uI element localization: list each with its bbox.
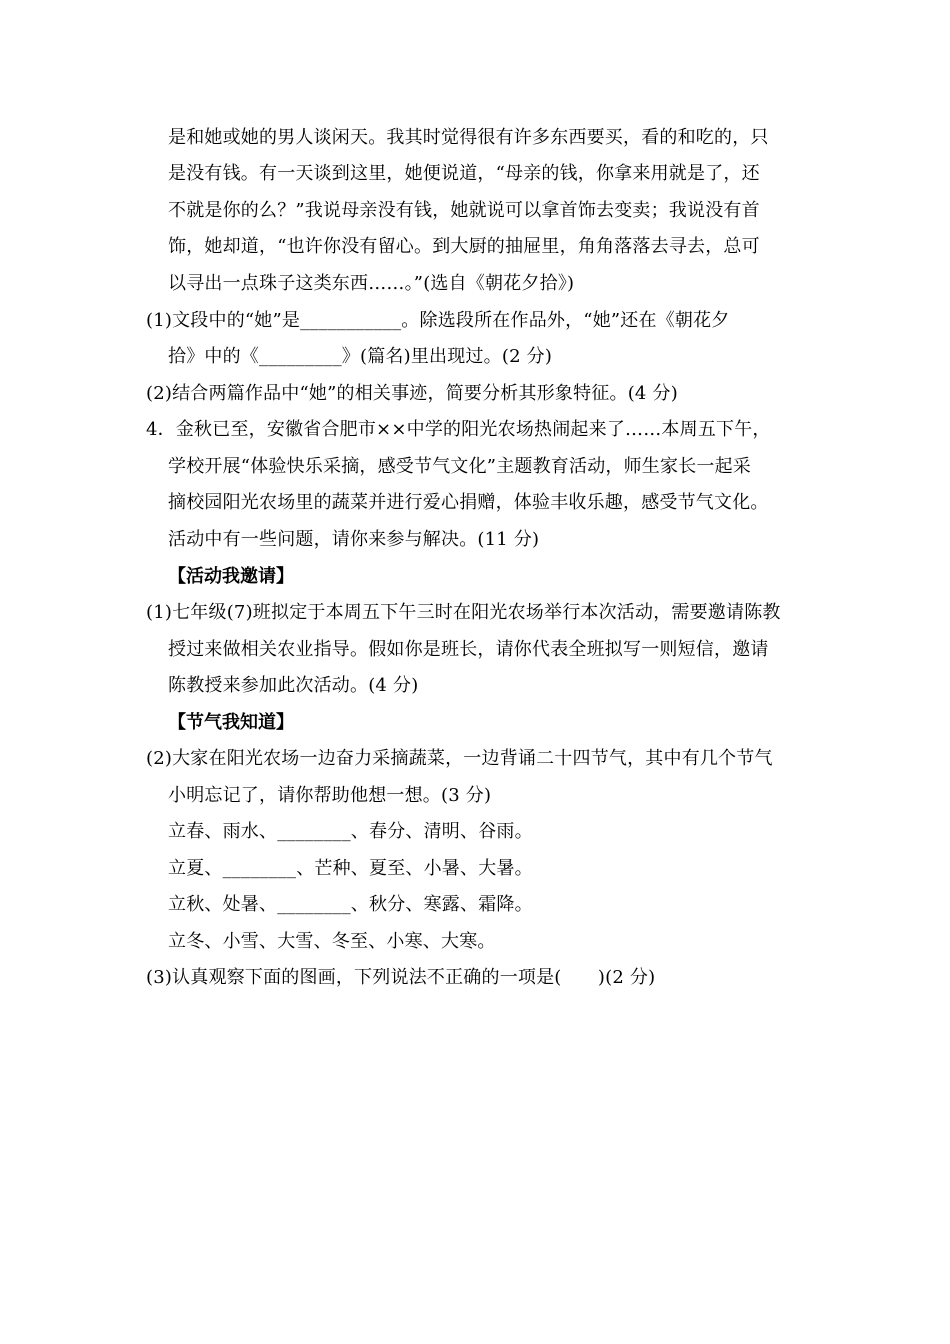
solar-term-row: 立冬、小雪、大雪、冬至、小寒、大寒。 <box>168 931 496 952</box>
question-text: 授过来做相关农业指导。假如你是班长，请你代表全班拟写一则短信，邀请 <box>168 639 769 660</box>
question-text: (2)大家在阳光农场一边奋力采摘蔬菜，一边背诵二十四节气，其中有几个节气 <box>146 748 773 769</box>
passage-line: 饰，她却道，“也许你没有留心。到大厨的抽屉里，角角落落去寻去，总可 <box>168 236 760 257</box>
passage-line: 是没有钱。有一天谈到这里，她便说道，“母亲的钱，你拿来用就是了，还 <box>168 163 760 184</box>
section-heading: 【节气我知道】 <box>168 712 294 733</box>
question-text: 小明忘记了，请你帮助他想一想。(3 分) <box>168 785 492 806</box>
solar-term-row: 立秋、处暑、________、秋分、寒露、霜降。 <box>168 894 533 915</box>
solar-term-row: 立春、雨水、________、春分、清明、谷雨。 <box>168 821 533 842</box>
passage-line: 以寻出一点珠子这类东西……。”(选自《朝花夕拾》) <box>168 273 575 294</box>
question-text: 陈教授来参加此次活动。(4 分) <box>168 675 419 696</box>
solar-term-row: 立夏、________、芒种、夏至、小暑、大暑。 <box>168 858 533 879</box>
question-text: (3)认真观察下面的图画，下列说法不正确的一项是( )(2 分) <box>146 967 656 988</box>
question-text: 学校开展“体验快乐采摘，感受节气文化”主题教育活动，师生家长一起采 <box>168 456 752 477</box>
question-text: 活动中有一些问题，请你来参与解决。(11 分) <box>168 529 540 550</box>
question-text: 4．金秋已至，安徽省合肥市××中学的阳光农场热闹起来了……本周五下午， <box>146 419 771 440</box>
question-text: (1)文段中的“她”是___________。除选段所在作品外，“她”还在《朝花夕 <box>146 310 730 331</box>
question-text: (1)七年级(7)班拟定于本周五下午三时在阳光农场举行本次活动，需要邀请陈教 <box>146 602 781 623</box>
question-text: (2)结合两篇作品中“她”的相关事迹，简要分析其形象特征。(4 分) <box>146 383 678 404</box>
question-text: 拾》中的《_________》(篇名)里出现过。(2 分) <box>168 346 553 367</box>
section-heading: 【活动我邀请】 <box>168 566 294 587</box>
question-text: 摘校园阳光农场里的蔬菜并进行爱心捐赠，体验丰收乐趣，感受节气文化。 <box>168 492 769 513</box>
passage-line: 不就是你的么？”我说母亲没有钱，她就说可以拿首饰去变卖；我说没有首 <box>168 200 760 221</box>
passage-line: 是和她或她的男人谈闲天。我其时觉得很有许多东西要买，看的和吃的，只 <box>168 127 769 148</box>
